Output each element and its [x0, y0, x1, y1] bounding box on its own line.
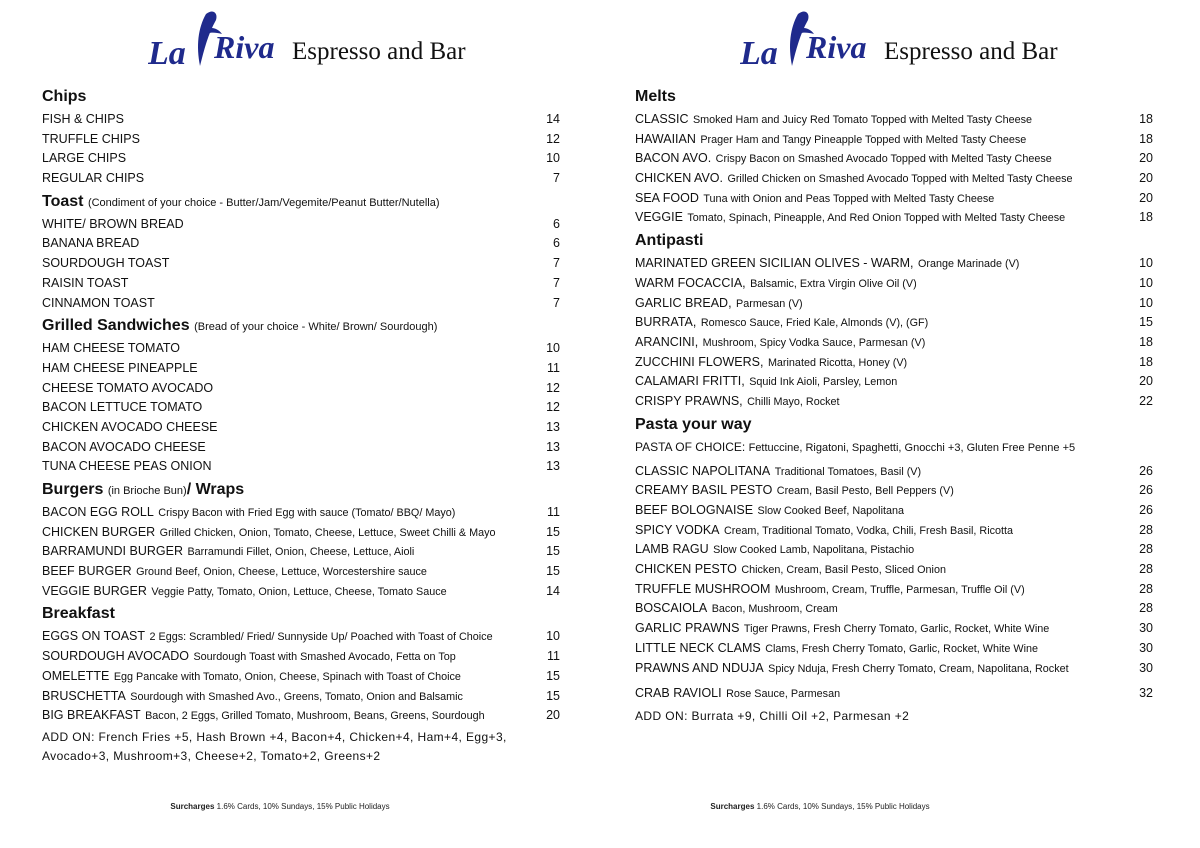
menu-item-name: CALAMARI FRITTI,: [635, 374, 745, 389]
pasta-choice-label: PASTA OF CHOICE:: [635, 439, 746, 454]
menu-item-price: 30: [1139, 660, 1153, 675]
menu-item-row: [635, 638, 1153, 658]
menu-item-name: CHICKEN AVO.: [635, 171, 723, 186]
section-note: (Condiment of your choice - Butter/Jam/Vegemite/Peanut Butter/Nutella): [87, 196, 440, 209]
menu-item-name: WHITE/ BROWN BREAD: [42, 216, 184, 231]
menu-item-row: [635, 371, 1153, 391]
la-riva-logo-icon: [148, 6, 283, 76]
menu-item-name: LAMB RAGU: [635, 542, 709, 557]
menu-item-row: [42, 646, 560, 666]
menu-item-row: [635, 579, 1153, 599]
surcharges-footer: [0, 802, 580, 811]
menu-item-name: CHEESE TOMATO AVOCADO: [42, 380, 214, 395]
menu-item-price: 28: [1139, 562, 1153, 577]
menu-item-text: [42, 148, 126, 170]
add-on-label: ADD ON:: [635, 708, 688, 723]
menu-item-name: ZUCCHINI FLOWERS,: [635, 354, 764, 369]
menu-item-row: [635, 683, 1153, 703]
menu-item-desc: Marinated Ricotta, Honey (V): [767, 356, 908, 369]
menu-item-price: 6: [553, 236, 560, 251]
pasta-choice-line: [635, 437, 1153, 461]
menu-item-name: BOSCAIOLA: [635, 601, 708, 616]
menu-item-row: [42, 417, 560, 437]
menu-item-name: BACON AVO.: [635, 151, 712, 166]
menu-item-text: [635, 658, 1069, 680]
menu-item-price: 15: [546, 688, 560, 703]
menu-item-price: 28: [1139, 522, 1153, 537]
menu-item-price: 7: [553, 256, 560, 271]
section-title-text: Toast: [42, 192, 84, 210]
menu-item-text: [42, 358, 198, 380]
menu-item-name: REGULAR CHIPS: [42, 171, 145, 186]
menu-item-desc: Balsamic, Extra Virgin Olive Oil (V): [750, 277, 917, 290]
menu-item-name: LITTLE NECK CLAMS: [635, 640, 761, 655]
menu-item-text: [42, 378, 213, 400]
menu-item-name: PRAWNS AND NDUJA: [635, 660, 764, 675]
menu-item-price: 11: [547, 505, 560, 519]
add-on-label: ADD ON:: [42, 729, 95, 744]
menu-item-name: CHICKEN AVOCADO CHEESE: [42, 419, 218, 434]
menu-item-name: LARGE CHIPS: [42, 151, 127, 166]
menu-item-row: [635, 598, 1153, 618]
menu-item-text: [42, 705, 485, 727]
menu-item-row: [635, 480, 1153, 500]
menu-item-row: [635, 520, 1153, 540]
menu-item-desc: Slow Cooked Beef, Napolitana: [757, 505, 904, 517]
menu-item-desc: Bacon, Mushroom, Cream: [711, 603, 838, 616]
menu-item-price: 15: [1139, 315, 1153, 330]
menu-item-price: 7: [553, 275, 560, 290]
menu-item-desc: Bacon, 2 Eggs, Grilled Tomato, Mushroom, Beans, Greens, Sourdough: [145, 710, 485, 723]
menu-item-text: [42, 273, 128, 295]
menu-item-text: [42, 253, 169, 275]
menu-item-name: FISH & CHIPS: [42, 112, 124, 126]
menu-item-text: [635, 683, 840, 705]
left-menu-content: [42, 86, 560, 766]
menu-item-price: 10: [1139, 256, 1153, 271]
menu-item-text: [42, 168, 144, 190]
menu-item-row: [635, 273, 1153, 293]
menu-item-desc: Orange Marinade (V): [917, 258, 1020, 271]
menu-item-row: [635, 500, 1153, 520]
menu-item-text: [42, 686, 463, 708]
menu-item-text: [42, 666, 461, 688]
menu-item-price: 18: [1139, 210, 1153, 225]
menu-item-name: OMELETTE: [42, 668, 110, 683]
menu-item-text: [635, 188, 994, 210]
menu-item-text: [42, 109, 124, 131]
menu-item-row: [42, 358, 560, 378]
menu-item-row: [635, 539, 1153, 559]
menu-item-row: [635, 391, 1153, 411]
menu-section: [42, 603, 560, 724]
menu-item-desc: Egg Pancake with Tomato, Onion, Cheese, Spinach with Toast of Choice: [113, 670, 461, 683]
menu-item-price: 30: [1139, 621, 1153, 636]
menu-item-text: [635, 148, 1052, 170]
menu-item-name: EGGS ON TOAST: [42, 629, 146, 644]
menu-item-desc: Cream, Traditional Tomato, Vodka, Chili, Fresh Basil, Ricotta: [723, 524, 1014, 537]
menu-item-name: TUNA CHEESE PEAS ONION: [42, 459, 212, 474]
section-title: [635, 86, 1153, 108]
menu-item-text: [635, 273, 917, 295]
menu-item-price: 10: [1139, 275, 1153, 290]
menu-item-desc: Cream, Basil Pesto, Bell Peppers (V): [776, 485, 954, 498]
menu-item-text: [42, 502, 455, 524]
menu-item-text: [635, 579, 1025, 601]
menu-section: [42, 191, 560, 312]
menu-item-row: [42, 541, 560, 561]
menu-item-text: [42, 626, 493, 648]
menu-item-price: 10: [546, 341, 560, 356]
menu-item-price: 15: [546, 544, 560, 559]
menu-item-row: [42, 502, 560, 522]
section-title-text: Breakfast: [42, 605, 115, 623]
menu-item-text: [42, 293, 155, 315]
menu-item-text: [42, 522, 496, 544]
add-on-text: French Fries +5, Hash Brown +4, Bacon+4, Chicken+4, Ham+4, Egg+3, Avocado+3, Mushroom+3, Cheese+2, Tomato+2, Greens+2: [42, 729, 507, 763]
menu-item-row: [42, 233, 560, 253]
menu-item-text: [42, 397, 202, 419]
menu-item-text: [42, 417, 218, 439]
section-note: (in Brioche Bun): [107, 485, 187, 497]
menu-item-price: 15: [546, 564, 560, 579]
menu-item-row: [42, 273, 560, 293]
brand-header: [740, 6, 1080, 76]
menu-item-text: [42, 338, 180, 360]
section-title: [42, 86, 560, 108]
section-title: Pasta your way: [635, 415, 752, 433]
menu-item-price: 6: [553, 216, 560, 231]
menu-item-text: [42, 646, 456, 668]
menu-item-desc: Mushroom, Cream, Truffle, Parmesan, Truffle Oil (V): [774, 583, 1025, 596]
menu-item-row: [42, 705, 560, 725]
add-on-text: Burrata +9, Chilli Oil +2, Parmesan +2: [691, 708, 910, 723]
menu-item-price: 15: [546, 668, 560, 683]
menu-item-text: [635, 109, 1032, 131]
menu-item-name: BEEF BURGER: [42, 564, 132, 579]
menu-item-price: 12: [546, 380, 560, 395]
menu-item-row: [635, 559, 1153, 579]
menu-item-row: [42, 129, 560, 149]
menu-item-desc: Slow Cooked Lamb, Napolitana, Pistachio: [713, 544, 915, 557]
menu-item-row: [42, 437, 560, 457]
right-menu-content: [635, 86, 1153, 729]
menu-item-row: [42, 561, 560, 581]
menu-item-desc: Grilled Chicken on Smashed Avocado Topped with Melted Tasty Cheese: [727, 173, 1073, 186]
menu-item-name: CINNAMON TOAST: [42, 295, 155, 310]
menu-item-name: CLASSIC: [635, 112, 689, 126]
menu-page-right: [600, 0, 1200, 848]
menu-item-row: [635, 461, 1153, 481]
menu-item-price: 10: [546, 629, 560, 644]
menu-item-row: [42, 397, 560, 417]
menu-item-desc: Traditional Tomatoes, Basil (V): [774, 465, 922, 478]
menu-item-name: GARLIC PRAWNS: [635, 621, 740, 636]
menu-item-text: [42, 214, 184, 236]
menu-item-desc: Clams, Fresh Cherry Tomato, Garlic, Rocket, White Wine: [765, 642, 1038, 655]
menu-item-text: [635, 559, 946, 581]
menu-item-row: [635, 129, 1153, 149]
menu-item-price: 12: [546, 131, 560, 146]
menu-item-price: 28: [1139, 581, 1153, 596]
menu-item-text: [635, 539, 914, 561]
section-title: [42, 315, 560, 337]
menu-item-price: 14: [546, 112, 560, 126]
brand-name: Espresso and Bar: [884, 38, 1058, 65]
menu-item-text: [635, 293, 803, 315]
menu-item-name: BEEF BOLOGNAISE: [635, 503, 754, 517]
menu-item-price: 13: [546, 459, 560, 474]
menu-item-price: 12: [546, 400, 560, 415]
menu-item-row: [635, 332, 1153, 352]
brand-name: Espresso and Bar: [292, 38, 466, 65]
menu-item-text: [635, 598, 838, 620]
menu-item-row: [42, 626, 560, 646]
menu-item-name: RAISIN TOAST: [42, 275, 129, 290]
menu-item-row: [42, 666, 560, 686]
menu-item-text: [635, 207, 1065, 229]
menu-item-row: [635, 293, 1153, 313]
menu-item-desc: Squid Ink Aioli, Parsley, Lemon: [749, 376, 898, 389]
menu-item-name: BIG BREAKFAST: [42, 708, 141, 723]
menu-item-desc: Crispy Bacon with Fried Egg with sauce (Tomato/ BBQ/ Mayo): [158, 507, 456, 519]
menu-item-desc: Prager Ham and Tangy Pineapple Topped with Melted Tasty Cheese: [700, 133, 1027, 146]
menu-item-price: 10: [1139, 295, 1153, 310]
menu-item-price: 28: [1139, 601, 1153, 616]
menu-item-row: [42, 686, 560, 706]
menu-item-text: [635, 332, 925, 354]
menu-item-price: 20: [1139, 190, 1153, 205]
menu-item-text: [635, 480, 954, 502]
menu-item-text: [635, 638, 1038, 660]
menu-item-desc: Veggie Patty, Tomato, Onion, Lettuce, Cheese, Tomato Sauce: [151, 585, 447, 598]
section-title: [635, 230, 1153, 252]
menu-item-name: BRUSCHETTA: [42, 688, 126, 703]
menu-item-name: VEGGIE BURGER: [42, 583, 147, 598]
menu-item-price: 18: [1139, 334, 1153, 349]
menu-item-text: [42, 581, 447, 603]
menu-item-name: CRAB RAVIOLI: [635, 686, 722, 701]
menu-item-price: 26: [1139, 503, 1153, 517]
menu-item-name: BANANA BREAD: [42, 236, 140, 251]
menu-item-name: HAM CHEESE PINEAPPLE: [42, 360, 198, 375]
menu-item-row: [42, 168, 560, 188]
add-on-note: [635, 707, 1153, 726]
menu-item-desc: Chicken, Cream, Basil Pesto, Sliced Onion: [741, 564, 946, 577]
menu-item-text: [42, 129, 140, 151]
menu-section-pasta: [635, 414, 1153, 726]
menu-section: [42, 315, 560, 476]
menu-item-row: [635, 618, 1153, 638]
section-title-suffix: / Wraps: [186, 481, 245, 498]
menu-item-price: 14: [546, 583, 560, 598]
menu-item-name: BACON EGG ROLL: [42, 505, 154, 519]
menu-item-text: [42, 437, 206, 459]
menu-item-text: [635, 618, 1049, 640]
menu-item-name: WARM FOCACCIA,: [635, 275, 746, 290]
menu-item-price: 22: [1139, 393, 1153, 408]
menu-item-name: TRUFFLE CHIPS: [42, 131, 140, 146]
menu-item-price: 10: [546, 151, 560, 166]
menu-item-price: 13: [546, 419, 560, 434]
menu-item-row: [42, 581, 560, 601]
menu-item-text: [635, 520, 1013, 542]
menu-item-price: 26: [1139, 463, 1153, 478]
menu-item-name: CHICKEN BURGER: [42, 524, 156, 539]
menu-item-price: 11: [547, 649, 560, 664]
menu-item-name: BACON LETTUCE TOMATO: [42, 400, 203, 415]
menu-section: [42, 479, 560, 600]
menu-item-text: [42, 561, 427, 583]
menu-item-name: BARRAMUNDI BURGER: [42, 544, 183, 559]
menu-item-price: 30: [1139, 640, 1153, 655]
menu-item-price: 28: [1139, 542, 1153, 557]
menu-item-text: [635, 312, 928, 334]
menu-item-name: BACON AVOCADO CHEESE: [42, 439, 206, 454]
menu-item-text: [635, 168, 1073, 190]
la-riva-logo-icon: [740, 6, 875, 76]
menu-item-desc: Smoked Ham and Juicy Red Tomato Topped with Melted Tasty Cheese: [692, 114, 1033, 126]
menu-item-price: 18: [1139, 131, 1153, 146]
menu-item-price: 11: [547, 360, 560, 375]
menu-item-text: [635, 352, 907, 374]
menu-item-text: [635, 391, 840, 413]
menu-item-name: HAM CHEESE TOMATO: [42, 341, 180, 356]
menu-item-name: HAWAIIAN: [635, 131, 696, 146]
menu-item-text: [42, 233, 139, 255]
menu-item-desc: 2 Eggs: Scrambled/ Fried/ Sunnyside Up/ Poached with Toast of Choice: [149, 631, 493, 644]
menu-item-row: [42, 293, 560, 313]
section-title-text: Antipasti: [635, 232, 704, 250]
menu-item-row: [635, 658, 1153, 678]
menu-item-price: 18: [1139, 354, 1153, 369]
menu-item-desc: Barramundi Fillet, Onion, Cheese, Lettuce, Aioli: [187, 546, 415, 559]
section-title-text: Chips: [42, 88, 87, 105]
menu-item-price: 20: [1139, 374, 1153, 389]
menu-item-desc: Sourdough with Smashed Avo., Greens, Tomato, Onion and Balsamic: [130, 690, 463, 703]
section-title-text: Grilled Sandwiches: [42, 317, 190, 335]
menu-item-name: SEA FOOD: [635, 190, 699, 205]
menu-item-name: CRISPY PRAWNS,: [635, 393, 743, 408]
menu-item-desc: Chilli Mayo, Rocket: [747, 395, 840, 408]
menu-item-row: [42, 378, 560, 398]
menu-item-price: 13: [546, 439, 560, 454]
menu-item-name: ARANCINI,: [635, 334, 699, 349]
menu-item-row: [635, 109, 1153, 129]
menu-item-row: [635, 207, 1153, 227]
svg-text:La: La: [740, 35, 778, 72]
menu-item-text: [635, 253, 1019, 275]
section-title: [42, 603, 560, 625]
svg-text:Riva: Riva: [214, 29, 275, 65]
menu-item-name: MARINATED GREEN SICILIAN OLIVES - WARM,: [635, 256, 914, 271]
menu-item-price: 20: [1139, 171, 1153, 186]
menu-item-row: [42, 456, 560, 476]
menu-item-name: CHICKEN PESTO: [635, 562, 737, 577]
menu-item-price: 15: [546, 524, 560, 539]
menu-item-name: SOURDOUGH AVOCADO: [42, 649, 190, 664]
menu-item-text: [635, 129, 1026, 151]
menu-item-desc: Sourdough Toast with Smashed Avocado, Fetta on Top: [193, 651, 456, 664]
menu-item-row: [42, 148, 560, 168]
menu-item-desc: Tiger Prawns, Fresh Cherry Tomato, Garlic, Rocket, White Wine: [743, 623, 1050, 636]
menu-item-name: SOURDOUGH TOAST: [42, 256, 170, 271]
menu-item-name: SPICY VODKA: [635, 522, 720, 537]
menu-item-desc: Spicy Nduja, Fresh Cherry Tomato, Cream, Napolitana, Rocket: [768, 662, 1069, 675]
surcharges-footer: [520, 802, 1120, 811]
menu-item-row: [635, 188, 1153, 208]
footer-bold: Surcharges: [170, 802, 215, 811]
section-title: [42, 479, 560, 501]
section-title-text: Melts: [635, 88, 676, 105]
menu-item-desc: Crispy Bacon on Smashed Avocado Topped with Melted Tasty Cheese: [715, 153, 1052, 166]
menu-item-price: 7: [553, 171, 560, 186]
menu-item-desc: Romesco Sauce, Fried Kale, Almonds (V), (GF): [700, 317, 929, 330]
section-note: (Bread of your choice - White/ Brown/ Sourdough): [194, 321, 438, 334]
menu-item-row: [42, 522, 560, 542]
svg-text:La: La: [148, 35, 186, 72]
menu-item-name: CLASSIC NAPOLITANA: [635, 463, 771, 478]
menu-item-price: 26: [1139, 483, 1153, 498]
menu-item-row: [42, 338, 560, 358]
menu-item-desc: Parmesan (V): [736, 297, 803, 310]
section-title-text: Burgers: [42, 481, 104, 498]
menu-section: [635, 86, 1153, 227]
menu-item-desc: Rose Sauce, Parmesan: [726, 688, 841, 701]
menu-section: [635, 230, 1153, 411]
menu-item-price: 20: [1139, 151, 1153, 166]
menu-section: [42, 86, 560, 188]
menu-item-desc: Ground Beef, Onion, Cheese, Lettuce, Worcestershire sauce: [136, 566, 427, 579]
menu-item-row: [42, 253, 560, 273]
menu-item-name: BURRATA,: [635, 315, 697, 330]
menu-item-text: [635, 461, 921, 483]
menu-item-desc: Grilled Chicken, Onion, Tomato, Cheese, Lettuce, Sweet Chilli & Mayo: [159, 526, 496, 539]
menu-item-price: 18: [1139, 112, 1153, 126]
menu-item-row: [635, 148, 1153, 168]
menu-item-desc: Mushroom, Spicy Vodka Sauce, Parmesan (V): [702, 336, 926, 349]
menu-item-row: [42, 214, 560, 234]
pasta-choice-text: Fettuccine, Rigatoni, Spaghetti, Gnocchi +3, Gluten Free Penne +5: [748, 441, 1076, 454]
footer-bold: Surcharges: [710, 802, 755, 811]
menu-item-text: [635, 371, 897, 393]
menu-item-row: [635, 168, 1153, 188]
section-title: [42, 191, 560, 213]
svg-text:Riva: Riva: [806, 29, 867, 65]
add-on-note: [42, 728, 560, 766]
footer-text: 1.6% Cards, 10% Sundays, 15% Public Holidays: [756, 802, 930, 811]
menu-item-row: [42, 109, 560, 129]
menu-item-desc: Tuna with Onion and Peas Topped with Melted Tasty Cheese: [703, 192, 995, 205]
menu-item-text: [42, 456, 211, 478]
menu-item-name: TRUFFLE MUSHROOM: [635, 581, 771, 596]
menu-item-name: VEGGIE: [635, 210, 683, 225]
menu-item-price: 32: [1139, 686, 1153, 701]
menu-item-row: [635, 352, 1153, 372]
brand-header: [148, 6, 488, 76]
menu-item-desc: Tomato, Spinach, Pineapple, And Red Onion Topped with Melted Tasty Cheese: [687, 212, 1066, 225]
menu-item-name: CREAMY BASIL PESTO: [635, 483, 773, 498]
menu-item-price: 20: [546, 708, 560, 723]
menu-item-price: 7: [553, 295, 560, 310]
menu-item-name: GARLIC BREAD,: [635, 295, 732, 310]
menu-item-text: [42, 541, 414, 563]
menu-item-row: [635, 312, 1153, 332]
menu-item-text: [635, 500, 904, 522]
menu-item-row: [635, 253, 1153, 273]
footer-text: 1.6% Cards, 10% Sundays, 15% Public Holidays: [216, 802, 390, 811]
